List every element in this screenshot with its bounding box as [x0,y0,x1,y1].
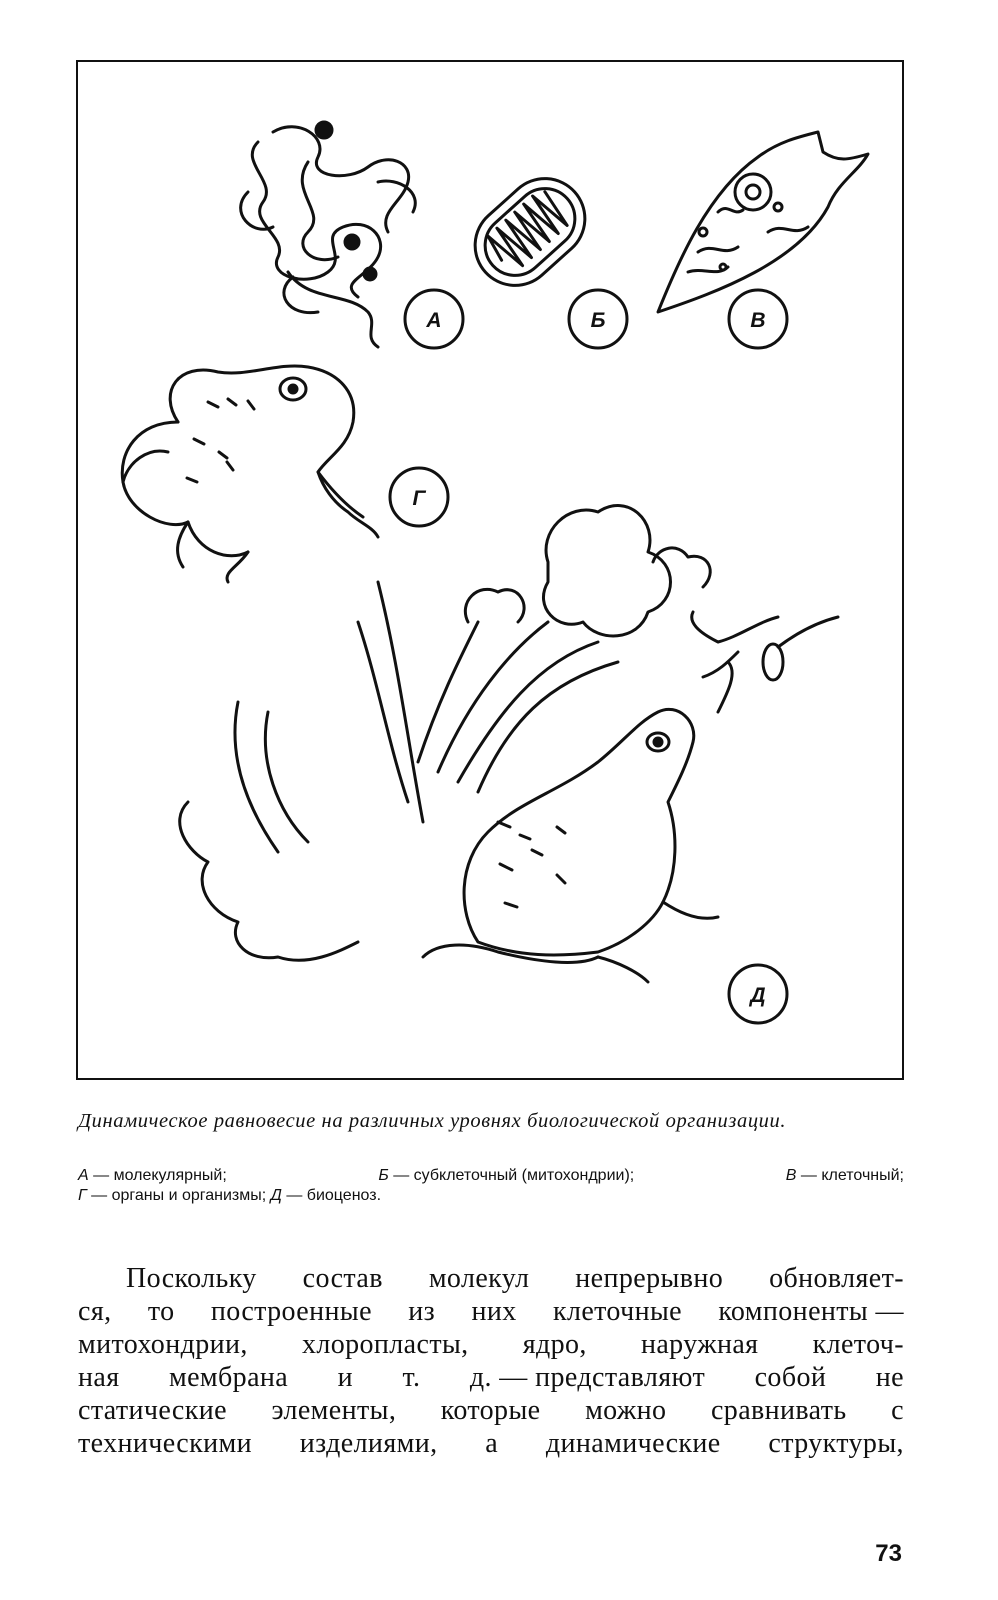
word: состав [302,1263,383,1294]
word: ядро, [522,1329,587,1360]
label-v: В [750,309,766,332]
word: то [147,1296,175,1327]
word: сравнивать [710,1395,847,1426]
word: мембрана [168,1362,289,1393]
word: с [891,1395,904,1426]
legend-item: Д — биоценоз. [270,1187,382,1204]
word: хлоропласты, [301,1329,469,1360]
frog-drawing [122,366,378,582]
word: молекул [428,1263,530,1294]
word: т. [402,1362,421,1393]
word: а [485,1428,499,1459]
word: динамические [545,1428,721,1459]
word: не [875,1362,904,1393]
word: клеточные [552,1296,682,1327]
mitochondrion-drawing [459,162,602,302]
word: Поскольку [126,1263,257,1294]
word: которые [440,1395,541,1426]
biology-levels-illustration [78,62,902,1078]
word: техническими [78,1428,252,1459]
word: и [337,1362,353,1393]
label-g: Г [412,487,426,510]
word: статические [78,1395,227,1426]
text-line [78,1427,904,1460]
text-line [78,1394,904,1427]
word: компоненты — [718,1296,904,1327]
legend-item: В — клеточный; [785,1167,904,1184]
figure-frame [76,60,904,1080]
word: построенные [210,1296,372,1327]
legend-item: Г — органы и организмы; [78,1187,267,1204]
label-b: Б [590,309,606,332]
word: обновляет- [769,1263,904,1294]
cell-drawing [658,132,868,312]
word: элементы, [271,1395,397,1426]
word: непрерывно [575,1263,724,1294]
word: д. — представляют [469,1362,706,1393]
page-number: 73 [875,1540,902,1567]
word: можно [585,1395,667,1426]
word: них [471,1296,517,1327]
body-paragraph [78,1262,904,1460]
legend-item: Б — субклеточный (митохондрии); [378,1167,635,1184]
word: структуры, [768,1428,904,1459]
word: наружная [640,1329,759,1360]
text-line [78,1361,904,1394]
legend-item: А — молекулярный; [78,1167,227,1184]
figure-legend [78,1166,904,1206]
protein-molecule-drawing [241,122,416,347]
label-a: А [426,309,442,332]
figure-caption-title: Динамическое равновесие на различных уровнях биологической организации. [78,1110,787,1132]
text-line [78,1328,904,1361]
word: из [408,1296,436,1327]
word: ся, [78,1296,112,1327]
word: изделиями, [299,1428,438,1459]
word: ная [78,1362,120,1393]
label-d: Д [750,984,766,1007]
word: собой [754,1362,827,1393]
text-line [78,1295,904,1328]
text-line [78,1262,904,1295]
biocenosis-drawing [180,506,838,982]
word: клеточ- [812,1329,904,1360]
word: митохондрии, [78,1329,248,1360]
